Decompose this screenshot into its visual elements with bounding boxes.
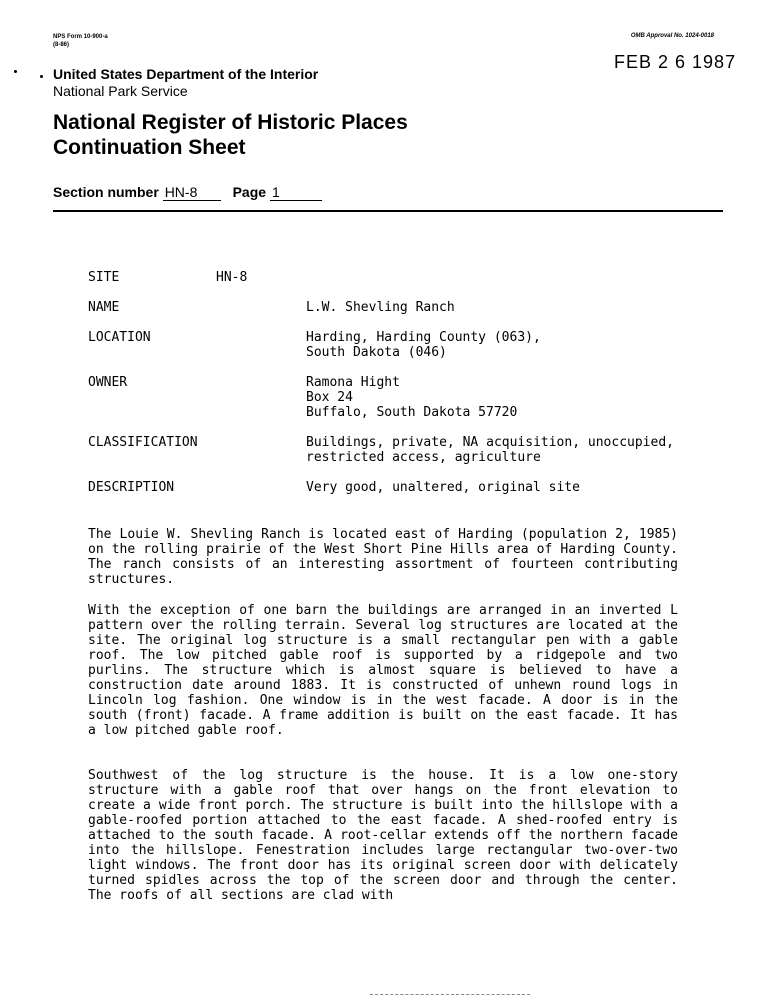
name-value: L.W. Shevling Ranch (306, 300, 455, 315)
location-line2: South Dakota (046) (306, 345, 447, 360)
owner-line1: Ramona Hight (306, 375, 400, 390)
owner-line3: Buffalo, South Dakota 57720 (306, 405, 518, 420)
owner-line2: Box 24 (306, 390, 353, 405)
name-field (88, 300, 674, 315)
section-number-label: Section number (53, 184, 159, 200)
form-number (53, 33, 108, 49)
owner-label: OWNER (88, 375, 128, 390)
section-number-value: HN-8 (163, 184, 221, 201)
site-fields (88, 270, 674, 510)
form-number-line1: NPS Form 10-900-a (53, 34, 108, 40)
agency-name: National Park Service (53, 83, 188, 99)
received-date-stamp: FEB 2 6 1987 (614, 52, 737, 72)
page-value: 1 (270, 184, 322, 201)
classification-label: CLASSIFICATION (88, 435, 198, 450)
page-label: Page (232, 184, 267, 200)
classification-value: Buildings, private, NA acquisition, unoccupied, restricted access, agriculture (306, 435, 674, 465)
department-name: United States Department of the Interior (53, 66, 319, 82)
location-label: LOCATION (88, 330, 151, 345)
description-value: Very good, unaltered, original site (306, 480, 580, 495)
page-bottom-mark (370, 994, 530, 995)
site-label: SITE (88, 270, 120, 285)
description-field (88, 480, 674, 495)
owner-field (88, 375, 674, 420)
location-line1: Harding, Harding County (063), (306, 330, 541, 345)
document-title (53, 110, 408, 160)
section-line (53, 184, 322, 201)
header-divider (53, 210, 723, 212)
site-field (88, 270, 674, 285)
name-label: NAME (88, 300, 120, 315)
scan-speck (14, 70, 17, 73)
title-line2: Continuation Sheet (53, 136, 246, 159)
paragraph-1: The Louie W. Shevling Ranch is located east of Harding (population 2, 1985) on the rolling prairie of the West Short Pine Hills area of Harding County. The ranch consists of an interesting assortment of fourteen contributing structures. (88, 527, 678, 587)
omb-approval: OMB Approval No. 1024-0018 (630, 33, 714, 39)
agency-block (53, 66, 318, 100)
paragraph-3: Southwest of the log structure is the house. It is a low one-story structure with a gable roof that over hangs on the front elevation to create a wide front porch. The structure is built into the hillslope with a gable-roofed portion attached to the east facade. A shed-roofed entry is attached to the south facade. A root-cellar extends off the northern facade into the hillslope. Fenestration includes large rectangular two-over-two light windows. The front door has its original screen door with delicately turned spidles across the top of the screen door and through the center. The roofs of all sections are clad with (88, 768, 678, 903)
title-line1: National Register of Historic Places (53, 111, 408, 134)
form-number-line2: (8-86) (53, 42, 70, 48)
location-field (88, 330, 674, 360)
description-label: DESCRIPTION (88, 480, 175, 495)
paragraph-2: With the exception of one barn the buildings are arranged in an inverted L pattern over the rolling terrain. Several log structures are located at the site. The original log structure is a small rectangular pen with a gable roof. The low pitched gable roof is supported by a ridgepole and two purlins. The structure which is almost square is believed to have a construction date around 1883. It is constructed of unhewn round logs in Lincoln log fashion. One window is in the west facade. A door is in the south (front) facade. A frame addition is built on the east facade. It has a low pitched gable roof. (88, 603, 678, 738)
scan-speck (40, 75, 43, 78)
site-value: HN-8 (216, 270, 248, 285)
classification-field (88, 435, 674, 465)
